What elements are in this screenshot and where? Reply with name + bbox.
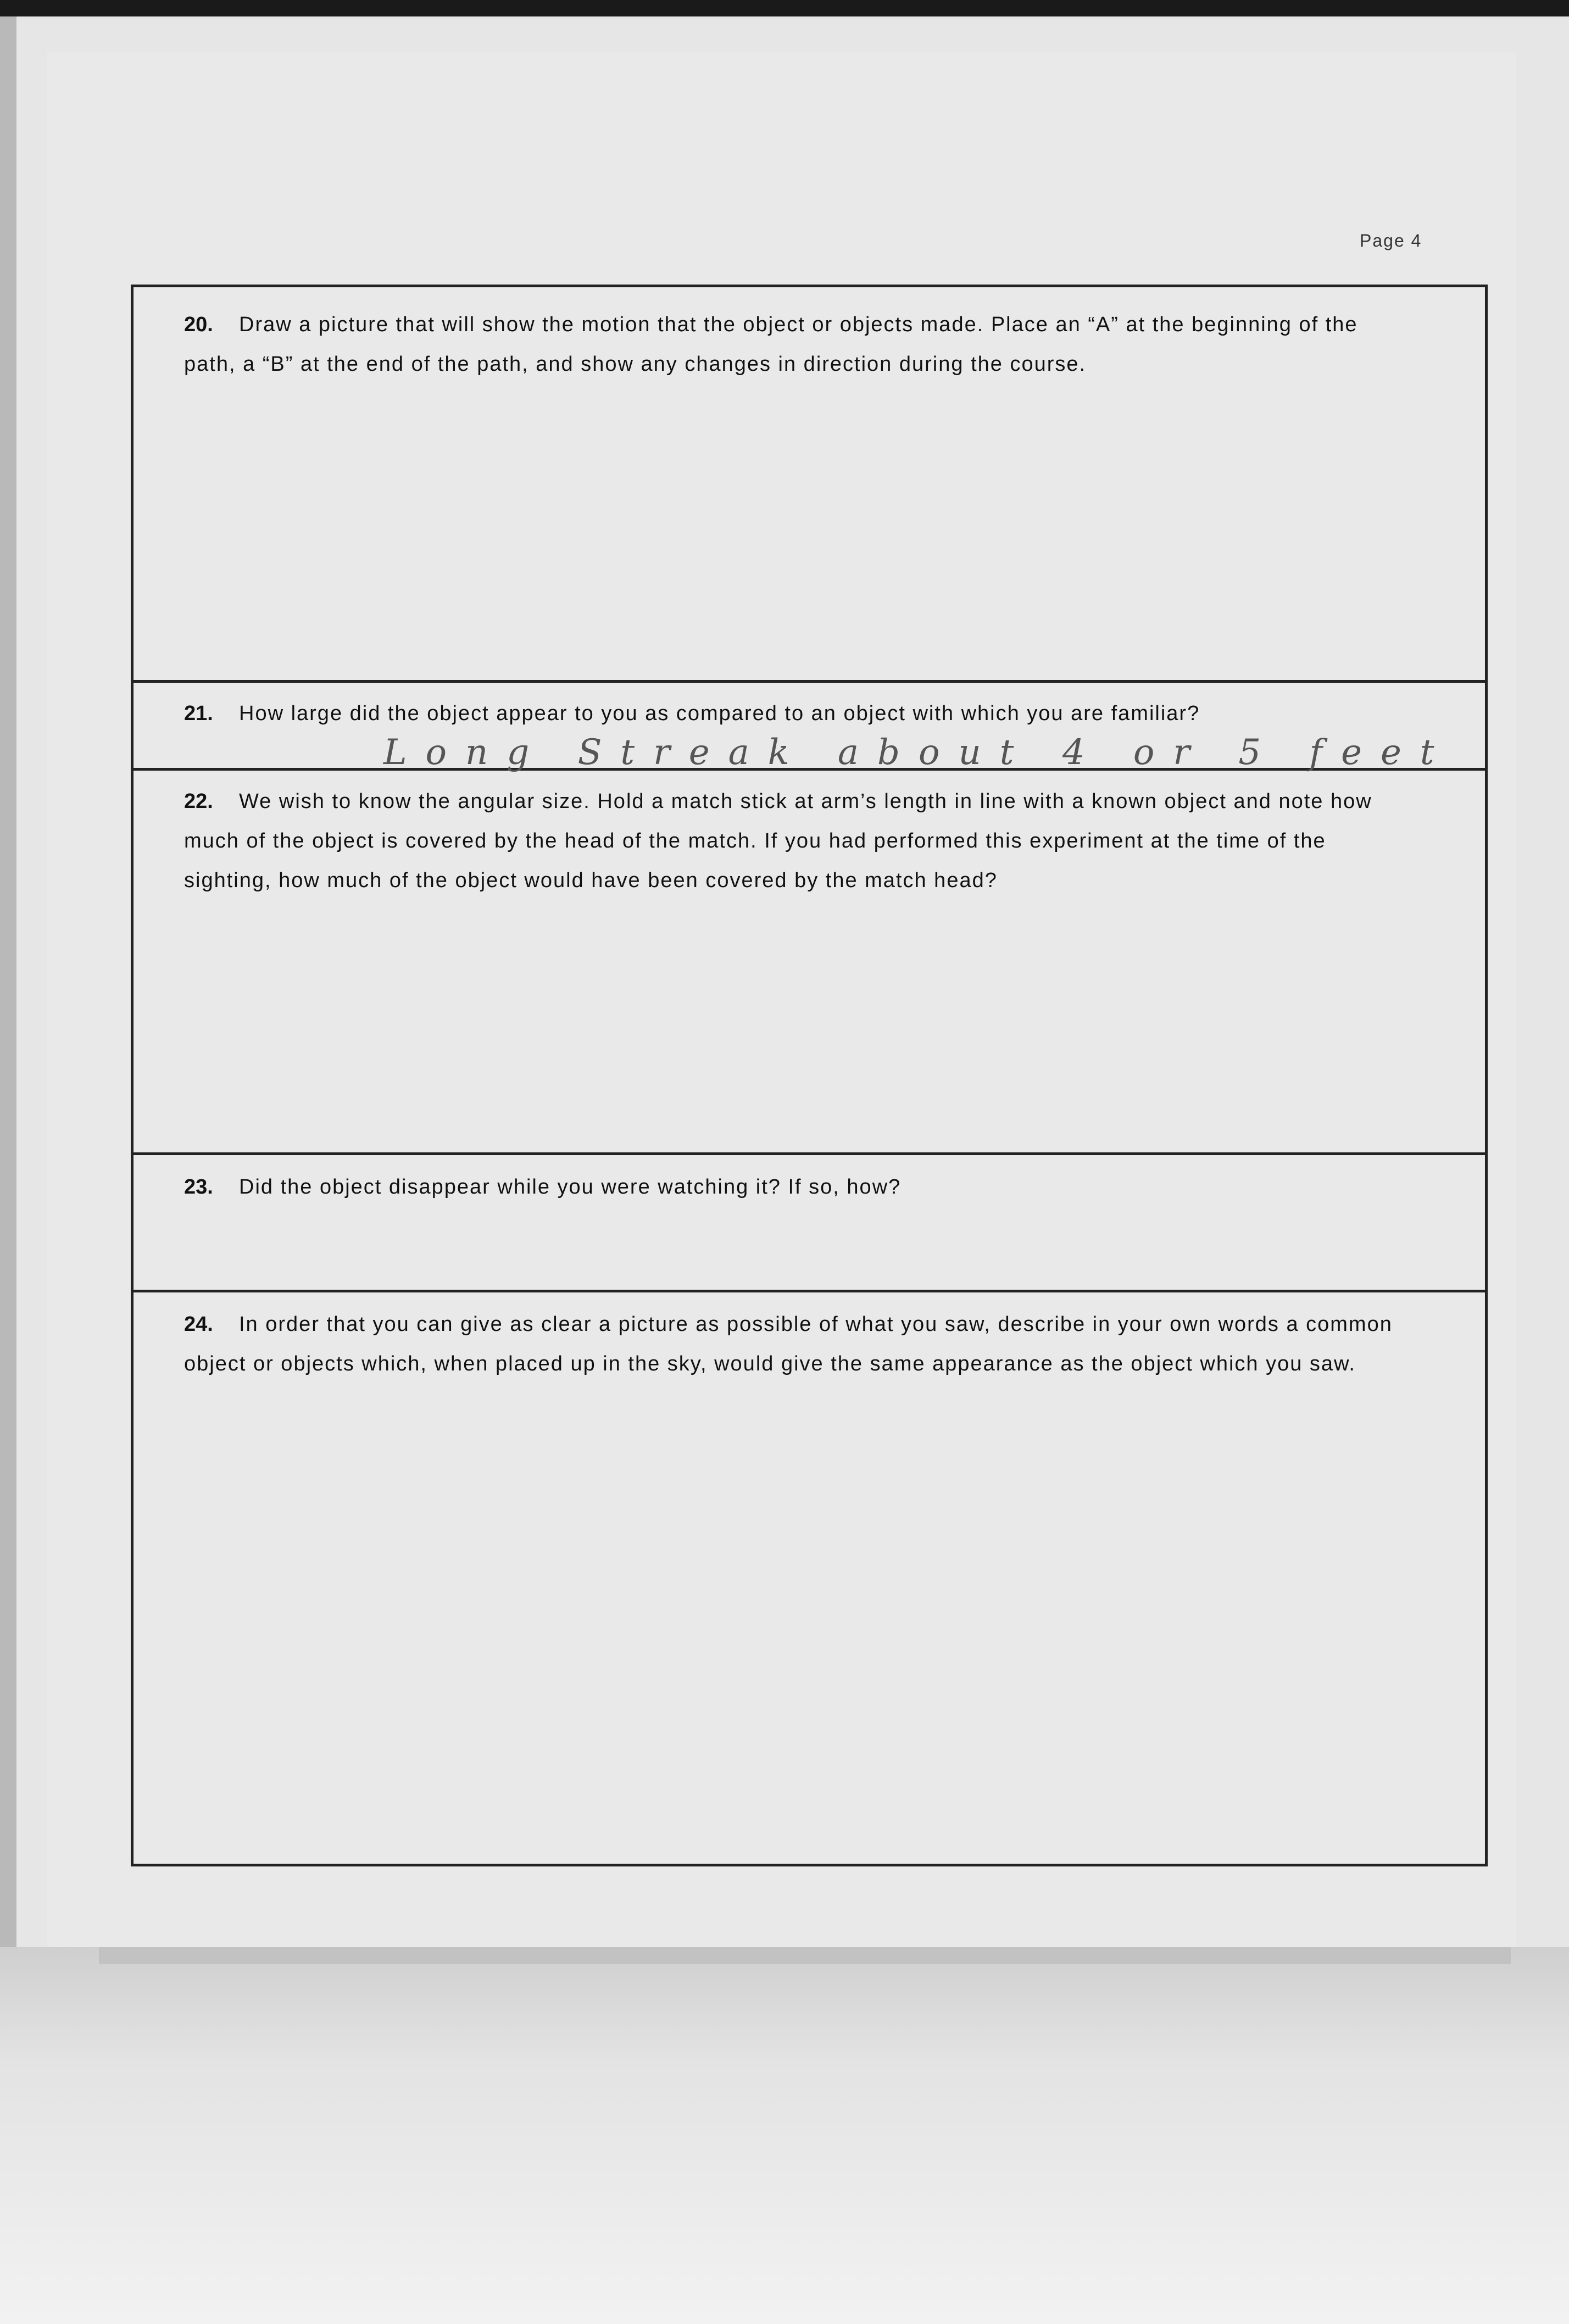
question-text: Draw a picture that will show the motion that the object or objects made. Place an “A” at the beginning of the path, a “B” at the end of the path, and show any changes in direction during the course.: [184, 313, 1358, 376]
question-number: 20.: [184, 313, 213, 336]
question-22-section: [133, 771, 1485, 1155]
question-24: [184, 1305, 1409, 1384]
question-number: 24.: [184, 1313, 213, 1336]
question-text: We wish to know the angular size. Hold a match stick at arm’s length in line with a known object and note how much of the object is covered by the head of the match. If you had performed this experiment at the time of the sighting, how much of the object would have been covered by the match head?: [184, 790, 1372, 892]
scan-border-top: [0, 0, 1569, 16]
page-number: Page 4: [1360, 231, 1422, 250]
document-page: [47, 52, 1516, 1947]
question-20: [184, 305, 1409, 384]
question-text: Did the object disappear while you were watching it? If so, how?: [239, 1175, 902, 1199]
question-21: [184, 694, 1409, 733]
question-23-section: [133, 1155, 1485, 1292]
question-text: In order that you can give as clear a picture as possible of what you saw, describe in your own words a common object or objects which, when placed up in the sky, would give the same appearance as the object which you saw.: [184, 1313, 1393, 1375]
scan-background-bottom: [0, 1947, 1569, 2324]
question-21-section: [133, 683, 1485, 771]
question-text: How large did the object appear to you as compared to an object with which you are familiar?: [239, 702, 1200, 725]
question-number: 23.: [184, 1175, 213, 1199]
handwritten-answer: Long Streak about 4 or 5 feet: [383, 732, 1453, 773]
page-shadow: [99, 1944, 1511, 1964]
question-number: 21.: [184, 702, 213, 725]
question-23: [184, 1167, 1409, 1207]
question-20-section: [133, 287, 1485, 683]
question-24-section: [133, 1292, 1485, 1866]
question-number: 22.: [184, 790, 213, 813]
question-22: [184, 782, 1409, 900]
questionnaire-form: [131, 285, 1488, 1866]
